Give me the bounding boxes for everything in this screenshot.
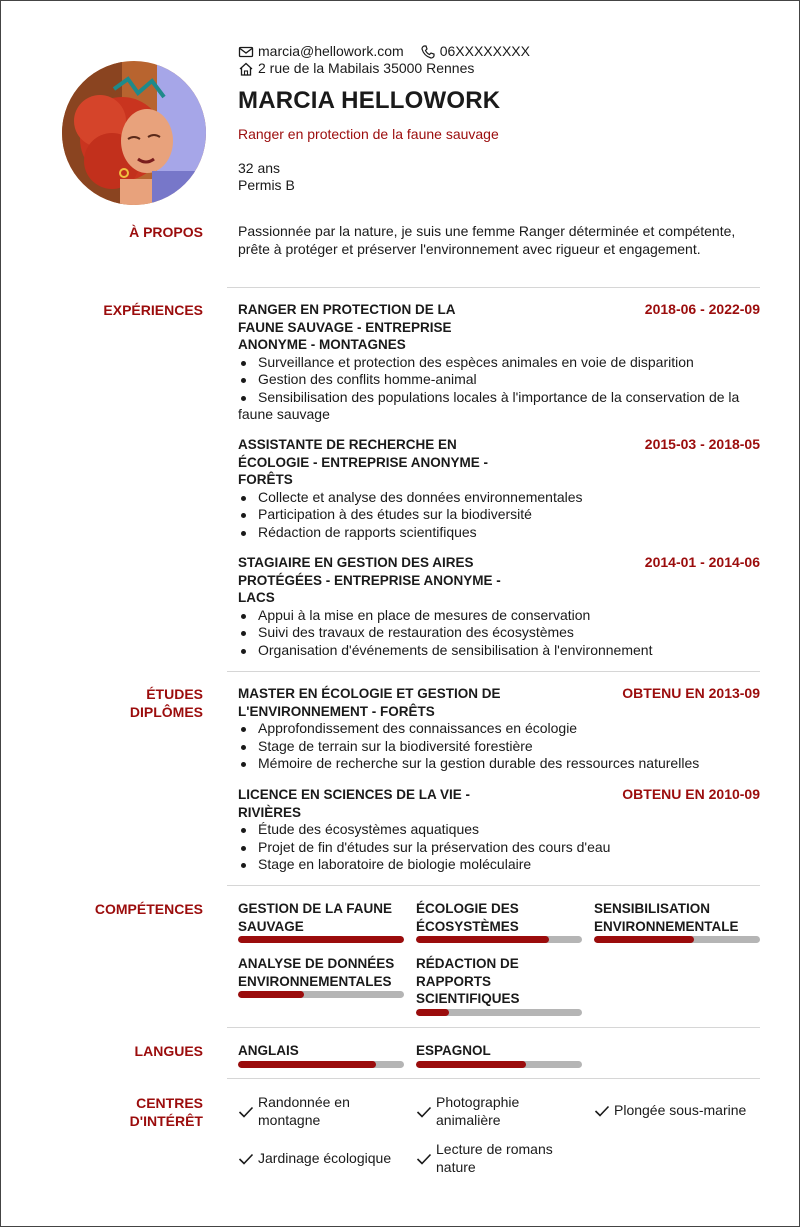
language-item <box>238 1042 404 1068</box>
skill-label: ANALYSE DE DONNÉES ENVIRONNEMENTALES <box>238 956 395 989</box>
education-item <box>238 685 760 773</box>
language-bar-fill <box>238 1061 376 1068</box>
section-title-about: À PROPOS <box>129 224 203 240</box>
bullet-item: Sensibilisation des populations locales à l'importance de la conservation de la faune sauvage <box>238 389 760 424</box>
interest-label: Randonnée en montagne <box>258 1094 350 1128</box>
age-text: 32 ans <box>238 160 281 176</box>
address-text: 2 rue de la Mabilais 35000 Rennes <box>258 60 475 76</box>
section-title-line: ÉTUDES <box>146 686 203 702</box>
interest-item <box>238 1150 408 1168</box>
check-icon <box>416 1105 432 1119</box>
check-icon <box>238 1152 254 1166</box>
experience-item <box>238 301 760 424</box>
education-bullets <box>238 821 760 874</box>
skill-bar-fill <box>416 936 549 943</box>
interest-item <box>416 1094 566 1129</box>
skill-bar-fill <box>238 991 304 998</box>
skill-bar <box>416 1009 582 1016</box>
skill-label: ÉCOLOGIE DES ÉCOSYSTÈMES <box>416 901 519 934</box>
experience-bullets <box>238 354 760 424</box>
experience-date: 2015-03 - 2018-05 <box>644 436 760 452</box>
skill-bar <box>238 936 404 943</box>
section-title-skills: COMPÉTENCES <box>94 901 203 917</box>
language-item <box>416 1042 582 1068</box>
skill-item <box>416 900 582 943</box>
section-title-experiences: EXPÉRIENCES <box>103 302 203 318</box>
section-title-education <box>53 685 203 721</box>
bullet-item: Appui à la mise en place de mesures de conservation <box>238 607 760 625</box>
skill-bar <box>238 991 404 998</box>
skill-bar-fill <box>594 936 694 943</box>
bullet-item: Gestion des conflits homme-animal <box>238 371 760 389</box>
interest-item <box>238 1094 388 1129</box>
section-title-languages: LANGUES <box>134 1043 203 1059</box>
phone-text[interactable]: 06XXXXXXXX <box>439 43 530 59</box>
education-bullets <box>238 720 760 773</box>
skill-bar <box>594 936 760 943</box>
bullet-item: Collecte et analyse des données environnementales <box>238 489 760 507</box>
bullet-item: Stage de terrain sur la biodiversité forestière <box>238 738 760 756</box>
check-icon <box>594 1104 610 1118</box>
experience-item <box>238 436 760 541</box>
skill-item <box>238 900 404 943</box>
bullet-item: Participation à des études sur la biodiversité <box>238 506 760 524</box>
language-label: ANGLAIS <box>238 1043 299 1058</box>
candidate-name: MARCIA HELLOWORK <box>238 87 501 114</box>
contact-block <box>238 43 530 77</box>
separator <box>227 1078 760 1079</box>
education-title: MASTER EN ÉCOLOGIE ET GESTION DE L'ENVIRONNEMENT - FORÊTS <box>238 686 501 719</box>
phone-icon <box>420 44 436 60</box>
skill-label: RÉDACTION DE RAPPORTS SCIENTIFIQUES <box>416 956 520 1006</box>
skill-label: SENSIBILISATION ENVIRONNEMENTALE <box>594 901 739 934</box>
education-date: OBTENU EN 2013-09 <box>622 685 760 701</box>
bullet-item: Rédaction de rapports scientifiques <box>238 524 760 542</box>
check-icon <box>416 1152 432 1166</box>
bullet-item: Suivi des travaux de restauration des écosystèmes <box>238 624 760 642</box>
bullet-item: Surveillance et protection des espèces animales en voie de disparition <box>238 354 760 372</box>
interest-item <box>416 1141 566 1176</box>
experience-bullets <box>238 607 760 660</box>
interest-label: Photographie animalière <box>436 1094 520 1128</box>
experience-date: 2018-06 - 2022-09 <box>644 301 760 317</box>
skill-bar-fill <box>416 1009 449 1016</box>
skill-item <box>594 900 760 943</box>
home-icon <box>238 61 254 77</box>
skill-label: GESTION DE LA FAUNE SAUVAGE <box>238 901 393 934</box>
language-bar-fill <box>416 1061 526 1068</box>
mail-icon <box>238 44 254 60</box>
education-title: LICENCE EN SCIENCES DE LA VIE - RIVIÈRES <box>238 787 471 820</box>
experience-title: RANGER EN PROTECTION DE LA FAUNE SAUVAGE - ENTREPRISE ANONYME - MONTAGNES <box>238 302 456 352</box>
bullet-item: Approfondissement des connaissances en écologie <box>238 720 760 738</box>
bullet-item: Organisation d'événements de sensibilisation à l'environnement <box>238 642 760 660</box>
bullet-item: Étude des écosystèmes aquatiques <box>238 821 760 839</box>
section-title-interests <box>53 1094 203 1130</box>
skill-item <box>238 955 404 998</box>
license-text: Permis B <box>238 177 295 193</box>
experience-item <box>238 554 760 659</box>
bullet-item: Stage en laboratoire de biologie moléculaire <box>238 856 760 874</box>
profile-photo <box>62 61 206 205</box>
language-bar <box>416 1061 582 1068</box>
check-icon <box>238 1105 254 1119</box>
personal-info <box>238 160 295 194</box>
separator <box>227 287 760 288</box>
skill-bar-fill <box>238 936 404 943</box>
interest-item <box>594 1102 764 1120</box>
section-title-line: DIPLÔMES <box>129 704 203 720</box>
skill-bar <box>416 936 582 943</box>
skill-item <box>416 955 582 1016</box>
section-title-line: CENTRES <box>136 1095 203 1111</box>
separator <box>227 671 760 672</box>
bullet-item: Projet de fin d'études sur la préservation des cours d'eau <box>238 839 760 857</box>
interest-label: Lecture de romans nature <box>436 1141 553 1175</box>
job-title: Ranger en protection de la faune sauvage <box>238 126 499 142</box>
email-text[interactable]: marcia@hellowork.com <box>258 43 404 59</box>
separator <box>227 1027 760 1028</box>
experience-title: STAGIAIRE EN GESTION DES AIRES PROTÉGÉES - ENTREPRISE ANONYME - LACS <box>238 555 501 605</box>
section-title-line: D'INTÉRÊT <box>129 1113 203 1129</box>
separator <box>227 885 760 886</box>
bullet-item: Mémoire de recherche sur la gestion durable des ressources naturelles <box>238 755 760 773</box>
experience-title: ASSISTANTE DE RECHERCHE EN ÉCOLOGIE - ENTREPRISE ANONYME - FORÊTS <box>238 437 489 487</box>
experience-date: 2014-01 - 2014-06 <box>644 554 760 570</box>
interest-label: Plongée sous-marine <box>614 1102 747 1118</box>
language-bar <box>238 1061 404 1068</box>
about-text: Passionnée par la nature, je suis une femme Ranger déterminée et compétente, prête à protéger et préserver l'environnement avec rigueur et engagement. <box>238 223 736 257</box>
experience-bullets <box>238 489 760 542</box>
education-item <box>238 786 760 874</box>
interest-label: Jardinage écologique <box>258 1150 392 1166</box>
education-date: OBTENU EN 2010-09 <box>622 786 760 802</box>
language-label: ESPAGNOL <box>416 1043 491 1058</box>
